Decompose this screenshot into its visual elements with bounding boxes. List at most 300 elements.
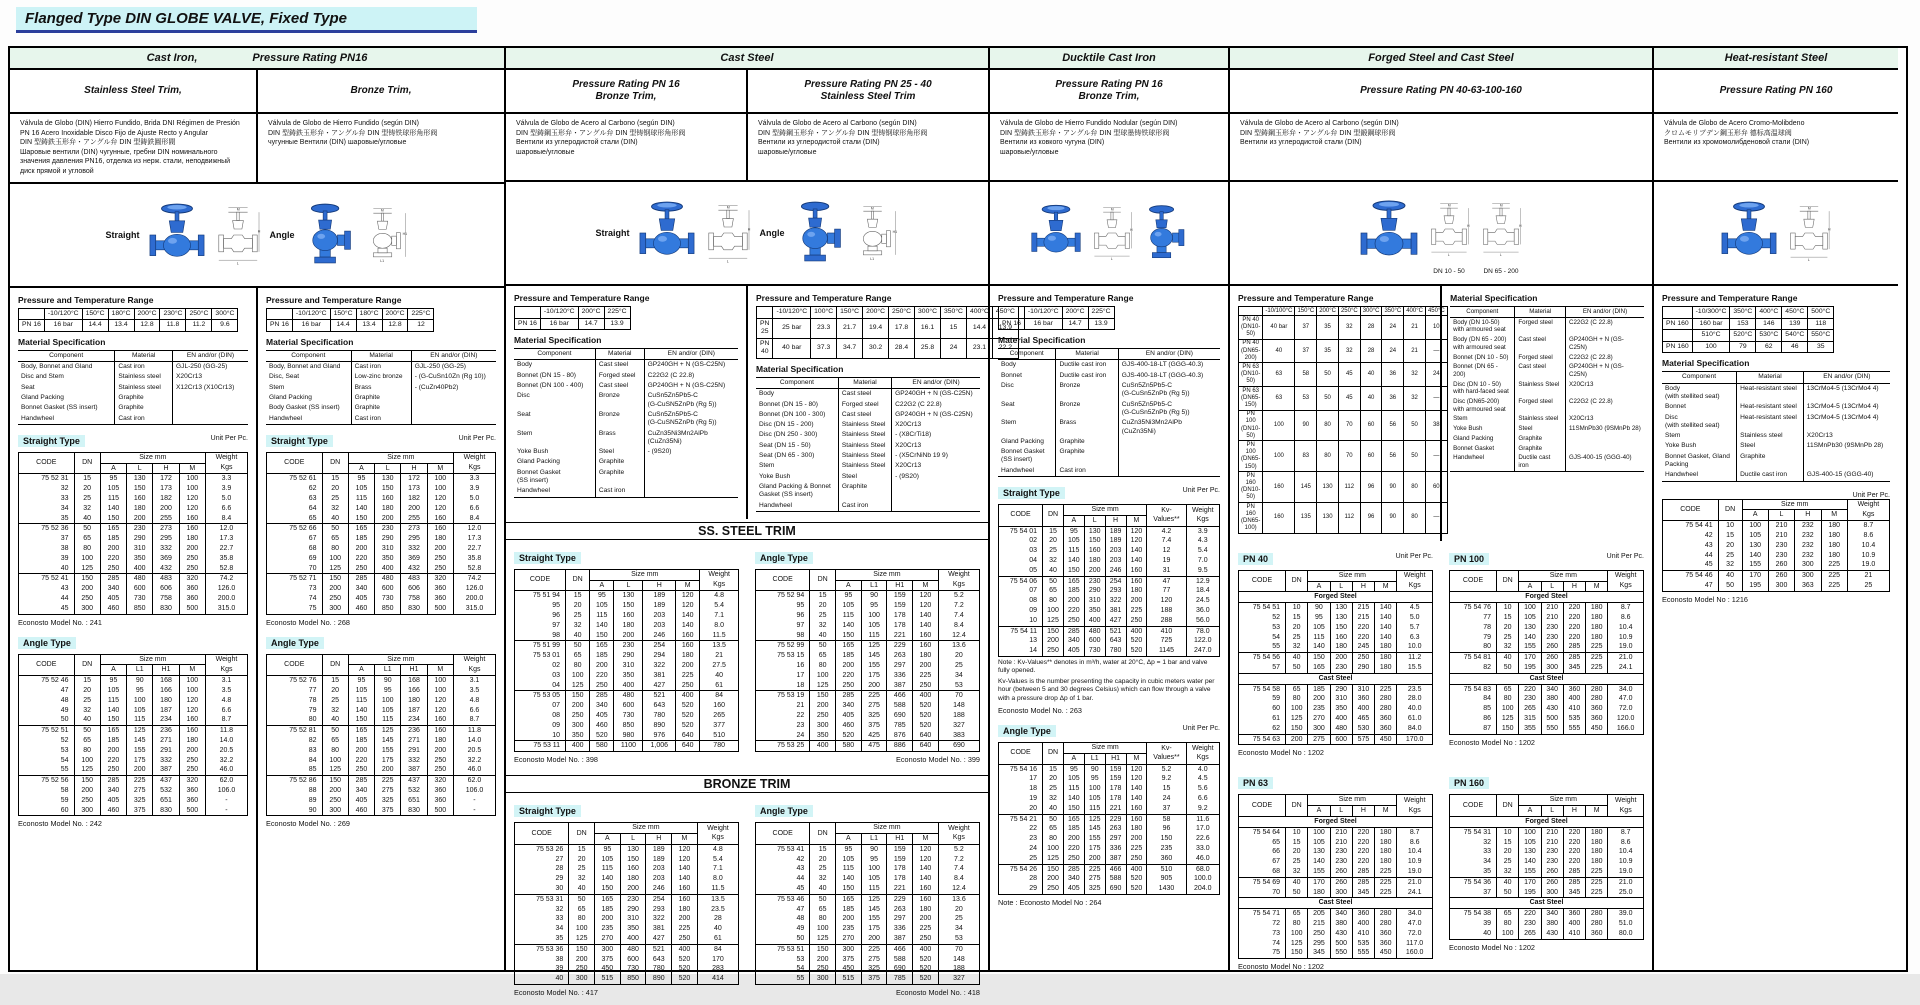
dims-cell: 405 — [348, 594, 374, 604]
dims-header-cell: CODE — [267, 654, 323, 676]
dims-cell: 250 — [74, 594, 100, 604]
dims-cell: 758 — [153, 594, 179, 604]
dims-header-cell: L — [620, 833, 646, 844]
pt-cell: 200°C — [578, 307, 604, 319]
pt-cell: 450°C — [1425, 307, 1447, 316]
straight-type-label: Straight Type — [18, 435, 85, 447]
dims-cell: 320 — [179, 574, 205, 584]
dims-header-cell: H — [1563, 806, 1585, 817]
dims-cell: 80 — [1286, 919, 1308, 929]
material-cell: Seat (DN 15 - 50) — [759, 441, 811, 449]
dims-cell: 87 — [1450, 724, 1497, 734]
dims-cell: 221 — [887, 884, 913, 894]
pt-cell: 146 — [1756, 318, 1782, 330]
dims-cell: 220 — [1563, 847, 1585, 857]
material-cell — [173, 403, 248, 413]
dims-cell: 75 51 94 — [515, 591, 566, 601]
dims-cell: 300 — [1541, 663, 1563, 673]
dims-cell: 46.0 — [1186, 854, 1219, 864]
dims-cell: 120 — [179, 696, 205, 706]
material-cell: Cast steel — [595, 381, 644, 391]
pt-cell: 21 — [1404, 316, 1426, 340]
dims-cell: 25 — [1497, 857, 1519, 867]
group-header-heat-resistant: Heat-resistant Steel — [1654, 48, 1898, 70]
pt-cell: 58 — [1295, 363, 1317, 387]
dims-cell: 165 — [100, 726, 126, 736]
straight-valve-drawing — [214, 190, 262, 280]
dims-cell: 65 — [1497, 909, 1519, 919]
material-cell: Cast iron — [595, 486, 644, 497]
dims-cell: 80 — [1043, 596, 1064, 606]
section-title: Cast Steel — [1239, 898, 1433, 909]
dims-cell: 225 — [1821, 581, 1847, 591]
dims-cell: 77 — [1147, 586, 1186, 596]
dims-cell: 75 54 69 — [1239, 877, 1286, 887]
dims-cell: 220 — [1563, 613, 1585, 623]
dims-cell: 160 — [1330, 633, 1352, 643]
pt-cell: 550°C — [1808, 330, 1834, 342]
dims-cell: 120 — [1126, 774, 1147, 784]
dims-cell: 730 — [614, 711, 643, 721]
material-cell: Low-zinc bronze — [351, 372, 411, 382]
dims-cell: 180 — [1586, 838, 1608, 848]
dims-cell: 235 — [1147, 844, 1186, 854]
material-cell: Yoke Bush — [759, 472, 791, 480]
dims-cell: 11.8 — [205, 726, 247, 736]
pt-cell: 180°C — [356, 308, 382, 320]
dims-cell: 325 — [861, 964, 887, 974]
dims-cell: 360 — [1375, 724, 1397, 734]
dims-cell: 34 — [938, 924, 979, 934]
dims-cell: 250 — [1043, 646, 1064, 656]
dims-cell: 254 — [643, 641, 676, 651]
dims-cell: 77 — [1450, 613, 1497, 623]
description-multilingual: Válvula de Globo de Acero al Carbono (según DIN) DIN 型鋳鋼玉形弁・アングル弁 DIN 型铸钢球形角形阀 Вентили из углеродистой стали (DIN) шаровые/угловые — [746, 114, 988, 180]
pt-range-heading: Pressure and Temperature Range — [1238, 293, 1374, 303]
material-table — [18, 350, 248, 425]
dims-header-cell: M — [676, 580, 700, 591]
dims-cell: 125 — [322, 564, 348, 574]
dims-cell: 23 — [756, 721, 810, 731]
dims-cell: 65 — [1286, 909, 1308, 919]
dims-cell: 160 — [913, 894, 939, 904]
dims-cell: 250 — [74, 796, 100, 806]
dims-cell: 230 — [1541, 623, 1563, 633]
dims-cell: 210 — [1541, 613, 1563, 623]
dims-cell: 32.2 — [453, 756, 495, 766]
dims-cell: 200 — [127, 514, 153, 524]
dims-cell: 02 — [999, 536, 1043, 546]
dims-cell: 166 — [401, 686, 427, 696]
dims-cell: 220 — [1352, 847, 1374, 857]
dims-header-cell: Size mm — [348, 654, 453, 665]
pt-cell: 96 — [1360, 472, 1382, 503]
dims-cell: 140 — [913, 611, 939, 621]
dims-cell: 332 — [401, 544, 427, 554]
dims-header-cell: Size mm — [1063, 505, 1146, 516]
dims-cell: 690 — [1105, 884, 1126, 894]
dims-cell: 10.4 — [1397, 847, 1433, 857]
dims-cell: 185 — [595, 905, 621, 915]
dims-cell: 3.5 — [453, 686, 495, 696]
dims-header-cell: DN — [322, 654, 348, 676]
dims-cell: 400 — [1352, 919, 1374, 929]
dims-cell: 230 — [127, 524, 153, 534]
dims-cell: 56.0 — [1186, 616, 1219, 626]
dims-cell: 210 — [1768, 521, 1794, 531]
dims-cell: 22.7 — [205, 544, 247, 554]
pt-cell: PN 100 (DN65-150) — [1239, 441, 1263, 472]
dims-cell: 49 — [19, 706, 75, 716]
material-cell: Body — [517, 361, 533, 369]
pt-cell: PN 160 (DN10-50) — [1239, 472, 1263, 503]
dims-cell: 175 — [375, 756, 401, 766]
dims-cell: 15 — [810, 591, 836, 601]
material-cell: Forged steel — [1515, 317, 1566, 335]
dims-cell: 105 — [1742, 531, 1768, 541]
dims-header-cell: H — [153, 463, 179, 474]
pt-cell: 60 — [1360, 410, 1382, 441]
dims-cell: 185 — [1063, 824, 1084, 834]
dims-cell: 300 — [1541, 888, 1563, 898]
dims-cell: 100.0 — [1186, 874, 1219, 884]
dims-cell: 188 — [1147, 606, 1186, 616]
dims-cell: 140 — [1126, 784, 1147, 794]
dims-cell: 42 — [756, 855, 810, 865]
dims-table — [18, 452, 248, 615]
material-cell: Seat — [1001, 400, 1015, 408]
material-cell: Bonnet (DN 100 - 400) — [517, 382, 584, 390]
pt-cell: 135 — [1295, 503, 1317, 534]
dims-cell: 189 — [643, 591, 676, 601]
dims-table — [266, 654, 496, 817]
dims-cell: 20 — [1497, 623, 1519, 633]
dims-cell: 100 — [1286, 704, 1308, 714]
dims-table — [1662, 488, 1890, 592]
dims-header-cell: M — [179, 463, 205, 474]
dims-cell: 520 — [676, 721, 700, 731]
pt-cell: 16 bar — [292, 320, 330, 332]
dims-cell: 21 — [756, 701, 810, 711]
dims-cell: 432 — [401, 564, 427, 574]
material-cell: Ductile cast iron — [1056, 371, 1118, 381]
dims-cell: 271 — [153, 736, 179, 746]
dims-cell: 890 — [643, 721, 676, 731]
dims-cell: 140 — [595, 874, 621, 884]
dims-cell: 400 — [1563, 694, 1585, 704]
dims-cell: 180 — [153, 696, 179, 706]
dims-cell: 200.0 — [205, 594, 247, 604]
dims-cell: 115 — [100, 696, 126, 706]
dims-cell: 785 — [887, 974, 913, 984]
dims-cell: 43 — [1663, 541, 1719, 551]
dims-cell: 148 — [938, 955, 979, 965]
dims-cell: 200 — [810, 701, 836, 711]
material-cell: CuSn5Zn5Pb5-C (G-CuSn5ZnPb (Rg 5)) — [1118, 400, 1220, 419]
dims-cell: 165 — [836, 641, 862, 651]
dims-cell: 67 — [267, 534, 323, 544]
dims-cell: 65 — [566, 651, 590, 661]
dims-cell: 310 — [375, 544, 401, 554]
dims-cell: 07 — [999, 586, 1043, 596]
dims-cell: 160 — [1126, 576, 1147, 586]
dims-cell: 8.0 — [697, 874, 738, 884]
section-title: Forged Steel — [1450, 592, 1644, 603]
pt-cell — [19, 308, 45, 320]
dims-header-cell: Weight Kgs — [1397, 795, 1433, 817]
dims-cell: 300 — [1768, 581, 1794, 591]
unit-per-pc: Unit Per Pc. — [1182, 487, 1220, 495]
dims-cell: 100 — [810, 924, 836, 934]
dims-cell: 5.4 — [1186, 546, 1219, 556]
dims-cell: 10.4 — [1847, 541, 1889, 551]
dims-cell: 220 — [1352, 827, 1374, 837]
dims-cell: 20 — [938, 651, 979, 661]
dims-cell: 200 — [672, 914, 698, 924]
dims-cell: 225 — [1084, 864, 1105, 874]
dims-cell: 47 — [1663, 581, 1719, 591]
material-cell: C22G2 (C 22.8) — [1566, 317, 1644, 335]
material-cell: - (CuZn40Pb2) — [411, 383, 496, 393]
dims-cell: 4.8 — [697, 844, 738, 854]
dims-cell: 327 — [938, 721, 979, 731]
dims-cell: 295 — [1308, 939, 1330, 949]
dims-cell: 310 — [614, 661, 643, 671]
dims-cell: 29 — [515, 874, 569, 884]
pt-cell: 34.7 — [837, 338, 863, 358]
dims-cell: 40 — [1286, 653, 1308, 663]
dims-cell: 75 53 01 — [515, 651, 566, 661]
dims-cell: 260 — [1330, 877, 1352, 887]
dims-cell: 432 — [153, 564, 179, 574]
dims-cell: 130 — [375, 474, 401, 484]
pt-cell: — — [1425, 387, 1447, 411]
dims-cell: 100 — [861, 864, 887, 874]
dims-cell: 130 — [1084, 526, 1105, 536]
pt-range-heading: Pressure and Temperature Range — [998, 293, 1134, 303]
dims-cell: 11.6 — [1186, 814, 1219, 824]
dims-cell: 98 — [756, 631, 810, 641]
pt-cell: 35 — [1317, 316, 1339, 340]
pt-cell: 250°C — [889, 307, 915, 319]
dims-cell: 34.0 — [1608, 684, 1644, 694]
dims-cell: 130 — [127, 474, 153, 484]
subheader-pn40-160: Pressure Rating PN 40-63-100-160 — [1360, 84, 1522, 96]
dims-cell: 160 — [427, 524, 453, 534]
material-cell: Heat-resistant steel — [1737, 383, 1804, 402]
dims-cell: 273 — [401, 524, 427, 534]
section-title: Cast Steel — [1450, 673, 1644, 684]
dims-cell: 225 — [1821, 560, 1847, 570]
dims-cell: 325 — [1084, 884, 1105, 894]
dims-cell: 189 — [646, 855, 672, 865]
dims-cell: 195 — [1519, 888, 1541, 898]
dims-cell: 350 — [566, 731, 590, 741]
ductile-specs — [990, 286, 1228, 913]
model-number: Econosto Model No : 1202 — [1449, 737, 1535, 747]
dims-cell: 80 — [569, 914, 595, 924]
dims-cell: 47 — [19, 686, 75, 696]
dims-cell: 75 52 36 — [19, 524, 75, 534]
dims-cell: 75 51 99 — [515, 641, 566, 651]
dims-cell: 387 — [153, 765, 179, 775]
pt-cell: 14.7 — [1062, 318, 1088, 330]
dims-cell: 250 — [1126, 854, 1147, 864]
dims-cell: 7.4 — [1147, 536, 1186, 546]
dims-cell: 651 — [401, 796, 427, 806]
material-cell: Graphite — [351, 393, 411, 403]
dims-cell: 310 — [127, 544, 153, 554]
dims-cell: 48 — [756, 914, 810, 924]
pt-cell — [757, 307, 773, 319]
dims-cell: 360 — [1375, 939, 1397, 949]
dims-cell: 976 — [643, 731, 676, 741]
dims-cell: 300 — [1795, 571, 1821, 581]
dims-cell: 780 — [643, 711, 676, 721]
model-number: Econosto Model No. : 241 — [18, 617, 102, 627]
dims-cell: 165 — [1308, 663, 1330, 673]
material-cell: Stem — [1453, 415, 1468, 423]
dims-cell: 125 — [127, 726, 153, 736]
dims-cell: 23 — [999, 834, 1043, 844]
dims-cell: 273 — [153, 524, 179, 534]
dims-cell: 8.7 — [1847, 521, 1889, 531]
dims-cell: 55 — [19, 765, 75, 775]
dims-cell: 830 — [153, 806, 179, 816]
dims-cell: 200 — [1126, 596, 1147, 606]
dims-cell: 280 — [1586, 919, 1608, 929]
dims-cell: 17.0 — [1186, 824, 1219, 834]
dims-cell: 430 — [1541, 704, 1563, 714]
material-cell: Disc and Stem — [21, 373, 64, 381]
material-header-cell: Material — [595, 349, 644, 360]
dims-cell: 120 — [913, 844, 939, 854]
dims-cell: 315.0 — [205, 604, 247, 614]
dims-cell: 115 — [127, 715, 153, 725]
dims-cell: 400 — [1084, 616, 1105, 626]
dims-cell: 427 — [1105, 616, 1126, 626]
material-cell: Cast iron — [115, 414, 173, 425]
dims-cell: 200 — [322, 584, 348, 594]
pt-cell: 80 — [1317, 410, 1339, 441]
material-cell: Handwheel — [269, 414, 302, 422]
material-cell: Forged steel — [1515, 397, 1566, 414]
dims-cell: 758 — [401, 594, 427, 604]
dims-cell: 220 — [1519, 909, 1541, 919]
dims-cell: 18 — [999, 784, 1043, 794]
dims-cell: 75 54 71 — [1239, 909, 1286, 919]
pt-cell: -10/120°C — [1024, 307, 1062, 319]
dims-cell: 250 — [836, 681, 862, 691]
material-cell: CuZn35Ni3Mn2AlPb (CuZn35Ni) — [644, 429, 738, 448]
dims-cell: 332 — [153, 756, 179, 766]
dims-cell: 78 — [267, 696, 323, 706]
dims-cell: 97 — [515, 621, 566, 631]
straight-dims-table — [998, 504, 1220, 657]
dims-cell: 225 — [913, 671, 939, 681]
straight-label: Straight — [595, 228, 630, 238]
angle-valve-drawing — [363, 190, 409, 280]
dims-cell: 33.0 — [1186, 844, 1219, 854]
dims-cell: 40 — [1286, 877, 1308, 887]
dims-header-cell: DN — [322, 452, 348, 474]
dims-cell: 150 — [1147, 834, 1186, 844]
dims-cell: 405 — [836, 711, 862, 721]
dims-cell: 220 — [1352, 857, 1374, 867]
dims-table — [1662, 499, 1890, 592]
material-table-stainless — [18, 350, 248, 425]
pt-cell: 160 — [1263, 472, 1295, 503]
dims-cell: 155 — [1519, 867, 1541, 877]
pt-cell: 30.2 — [863, 338, 889, 358]
material-cell: Body Gasket (SS insert) — [269, 404, 340, 412]
dims-cell: 32 — [810, 621, 836, 631]
dims-cell: 13.6 — [938, 641, 979, 651]
dims-cell: 115 — [348, 696, 374, 706]
dims-cell: 90 — [267, 806, 323, 816]
dims-cell: 25 — [810, 611, 836, 621]
dims-cell: 25 — [1286, 633, 1308, 643]
dims-cell: 46.0 — [205, 765, 247, 775]
dims-cell: 75 54 01 — [999, 526, 1043, 536]
dims-cell: 75 54 31 — [1450, 827, 1497, 837]
dims-cell: 74.2 — [453, 574, 495, 584]
pt-cell: 118 — [1808, 318, 1834, 330]
dims-cell: 100 — [179, 484, 205, 494]
straight-valve-photo — [1720, 187, 1778, 279]
dims-cell: 45 — [756, 884, 810, 894]
dims-cell: 200 — [100, 746, 126, 756]
dims-cell: 235 — [595, 924, 621, 934]
dims-cell: 32 — [1497, 642, 1519, 652]
dims-cell: 260 — [1541, 867, 1563, 877]
dims-cell: 229 — [887, 641, 913, 651]
dims-cell: 400 — [1563, 919, 1585, 929]
dims-cell: 225 — [1821, 571, 1847, 581]
pt-cell: 62 — [1756, 341, 1782, 353]
dims-cell: 466 — [887, 691, 913, 701]
dims-cell: 150 — [569, 944, 595, 954]
dims-cell: 300 — [569, 974, 595, 984]
dims-cell: 25 — [999, 854, 1043, 864]
dims-cell: 340 — [1330, 909, 1352, 919]
material-cell — [411, 393, 496, 403]
dims-header-cell: A — [1742, 510, 1768, 521]
dims-cell: 10.0 — [1397, 642, 1433, 652]
dims-cell: 28.0 — [1397, 694, 1433, 704]
pt-cell: 150°C — [837, 307, 863, 319]
dims-header-cell: H1 — [887, 580, 913, 591]
dims-cell: 115 — [836, 864, 862, 874]
dims-cell: 50 — [566, 641, 590, 651]
dims-cell: 105 — [595, 855, 621, 865]
pt-cell: 21.7 — [837, 318, 863, 338]
dims-cell: 105 — [1084, 794, 1105, 804]
dims-cell: 405 — [348, 796, 374, 806]
dims-cell: 95 — [100, 474, 126, 484]
dims-cell: 250 — [1063, 854, 1084, 864]
dims-cell: 220 — [1352, 838, 1374, 848]
dims-cell: 225 — [1375, 877, 1397, 887]
dims-table — [1449, 570, 1644, 735]
dims-cell: 3.3 — [453, 474, 495, 484]
dims-cell: 550 — [1330, 948, 1352, 958]
dims-cell: 180 — [179, 736, 205, 746]
dims-cell: 140 — [913, 874, 939, 884]
dims-cell: 465 — [1352, 714, 1374, 724]
pt-cell: 21 — [1404, 339, 1426, 363]
dims-cell: 40 — [74, 514, 100, 524]
